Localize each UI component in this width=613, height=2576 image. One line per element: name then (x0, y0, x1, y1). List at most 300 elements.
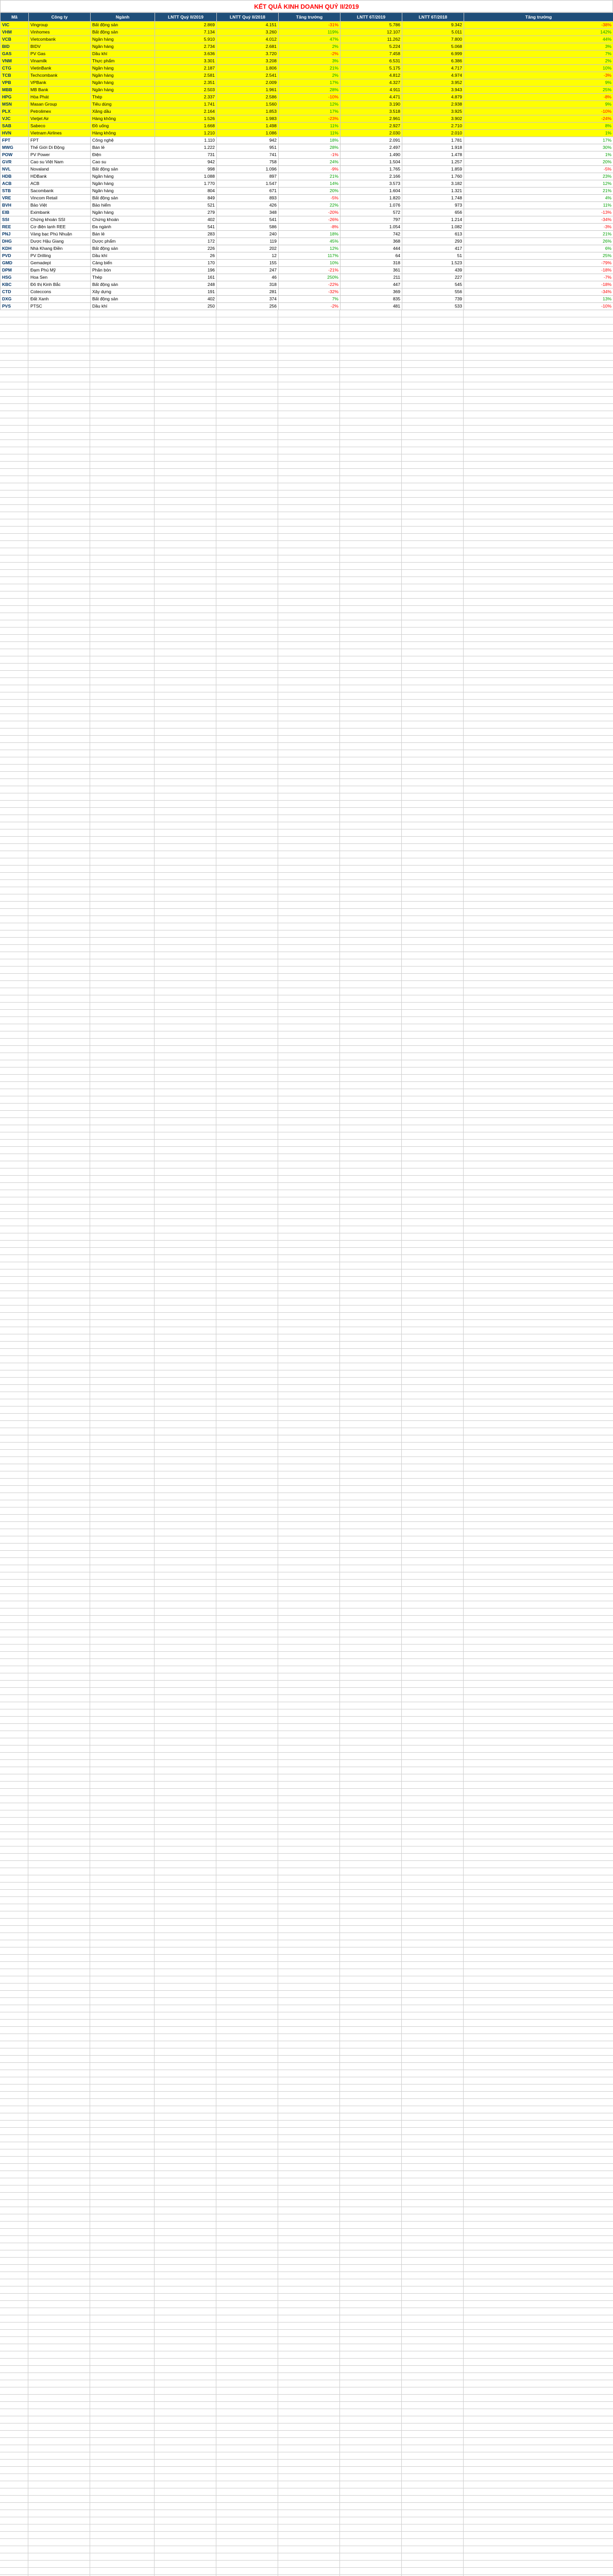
cell-company: Cơ điện lạnh REE (29, 224, 91, 231)
table-row (1, 108, 613, 115)
cell-q2-2019: 849 (155, 195, 217, 202)
cell-growth-h1: 20% (464, 159, 613, 166)
cell-sector: Tiêu dùng (91, 101, 155, 108)
cell-growth-q: 2% (279, 43, 340, 50)
table-row (1, 29, 613, 36)
cell-q2-2019: 5.910 (155, 36, 217, 43)
cell-company: FPT (29, 137, 91, 144)
cell-q2-2019: 1.088 (155, 173, 217, 180)
cell-company: Đạm Phú Mỹ (29, 267, 91, 274)
cell-code: GVR (1, 159, 29, 166)
cell-code: DPM (1, 267, 29, 274)
cell-h1-2019: 3.518 (340, 108, 402, 115)
cell-company: Vingroup (29, 22, 91, 29)
cell-growth-q: 24% (279, 159, 340, 166)
cell-growth-h1: 12% (464, 180, 613, 188)
cell-h1-2019: 1.076 (340, 202, 402, 209)
cell-company: ACB (29, 180, 91, 188)
cell-sector: Cảng biển (91, 260, 155, 267)
cell-growth-h1: 30% (464, 144, 613, 151)
cell-growth-h1: 44% (464, 36, 613, 43)
cell-sector: Cao su (91, 159, 155, 166)
cell-h1-2019: 7.458 (340, 50, 402, 58)
cell-sector: Hàng không (91, 115, 155, 123)
cell-q2-2018: 256 (217, 303, 279, 310)
cell-sector: Bảo hiểm (91, 202, 155, 209)
cell-company: Coteccons (29, 289, 91, 296)
cell-growth-q: 21% (279, 65, 340, 72)
cell-q2-2018: 951 (217, 144, 279, 151)
cell-sector: Dầu khí (91, 252, 155, 260)
cell-company: Vincom Retail (29, 195, 91, 202)
cell-code: VRE (1, 195, 29, 202)
cell-q2-2019: 196 (155, 267, 217, 274)
cell-h1-2019: 1.054 (340, 224, 402, 231)
cell-sector: Ngân hàng (91, 180, 155, 188)
cell-q2-2018: 426 (217, 202, 279, 209)
cell-sector: Thép (91, 94, 155, 101)
cell-h1-2019: 64 (340, 252, 402, 260)
cell-growth-h1: -24% (464, 115, 613, 123)
cell-q2-2019: 2.187 (155, 65, 217, 72)
cell-sector: Ngân hàng (91, 87, 155, 94)
table-row (1, 188, 613, 195)
cell-h1-2019: 211 (340, 274, 402, 281)
cell-code: KDH (1, 245, 29, 252)
cell-h1-2019: 4.812 (340, 72, 402, 79)
cell-q2-2018: 1.983 (217, 115, 279, 123)
table-row (1, 79, 613, 87)
cell-sector: Bất động sản (91, 281, 155, 289)
cell-sector: Ngân hàng (91, 209, 155, 216)
table-row (1, 281, 613, 289)
cell-q2-2019: 402 (155, 216, 217, 224)
cell-company: Vietnam Airlines (29, 130, 91, 137)
table-row (1, 209, 613, 216)
cell-company: Vietjet Air (29, 115, 91, 123)
cell-company: Petrolimex (29, 108, 91, 115)
cell-code: VNM (1, 58, 29, 65)
cell-q2-2019: 161 (155, 274, 217, 281)
table-row (1, 94, 613, 101)
cell-h1-2019: 3.573 (340, 180, 402, 188)
cell-q2-2018: 541 (217, 216, 279, 224)
cell-h1-2019: 5.175 (340, 65, 402, 72)
cell-sector: Điện (91, 151, 155, 159)
cell-q2-2018: 1.096 (217, 166, 279, 173)
cell-q2-2018: 671 (217, 188, 279, 195)
cell-h1-2018: 1.918 (402, 144, 464, 151)
cell-growth-q: 47% (279, 36, 340, 43)
cell-h1-2018: 1.478 (402, 151, 464, 159)
cell-q2-2018: 758 (217, 159, 279, 166)
cell-growth-q: -2% (279, 303, 340, 310)
cell-q2-2019: 2.869 (155, 22, 217, 29)
cell-sector: Phân bón (91, 267, 155, 274)
table-row (1, 50, 613, 58)
cell-q2-2018: 1.806 (217, 65, 279, 72)
cell-company: Vàng bạc Phú Nhuận (29, 231, 91, 238)
col-growth-q: Tăng trưởng (279, 13, 340, 22)
cell-growth-h1: -3% (464, 72, 613, 79)
cell-q2-2018: 12 (217, 252, 279, 260)
cell-h1-2019: 2.091 (340, 137, 402, 144)
cell-code: CTD (1, 289, 29, 296)
cell-q2-2019: 942 (155, 159, 217, 166)
table-row (1, 296, 613, 303)
cell-code: HVN (1, 130, 29, 137)
cell-q2-2018: 3.260 (217, 29, 279, 36)
cell-company: Hoa Sen (29, 274, 91, 281)
cell-q2-2019: 521 (155, 202, 217, 209)
cell-growth-h1: 10% (464, 65, 613, 72)
cell-growth-q: -32% (279, 289, 340, 296)
table-row (1, 231, 613, 238)
table-row (1, 238, 613, 245)
cell-q2-2018: 1.853 (217, 108, 279, 115)
header-row (1, 13, 613, 22)
cell-q2-2018: 897 (217, 173, 279, 180)
cell-company: Gemadept (29, 260, 91, 267)
cell-growth-h1: -79% (464, 260, 613, 267)
cell-q2-2019: 1.210 (155, 130, 217, 137)
cell-q2-2019: 248 (155, 281, 217, 289)
cell-sector: Đồ uống (91, 123, 155, 130)
cell-company: PV Gas (29, 50, 91, 58)
cell-growth-q: 20% (279, 188, 340, 195)
cell-growth-h1: 11% (464, 202, 613, 209)
cell-sector: Ngân hàng (91, 43, 155, 50)
cell-q2-2019: 3.301 (155, 58, 217, 65)
cell-h1-2018: 2.710 (402, 123, 464, 130)
cell-code: VPB (1, 79, 29, 87)
cell-h1-2018: 51 (402, 252, 464, 260)
cell-growth-h1: 8% (464, 123, 613, 130)
report-title: KẾT QUẢ KINH DOANH QUÝ II/2019 (0, 0, 613, 12)
cell-q2-2018: 2.681 (217, 43, 279, 50)
cell-h1-2018: 1.523 (402, 260, 464, 267)
cell-sector: Ngân hàng (91, 72, 155, 79)
cell-company: MB Bank (29, 87, 91, 94)
cell-h1-2018: 439 (402, 267, 464, 274)
cell-growth-q: 250% (279, 274, 340, 281)
table-row (1, 151, 613, 159)
cell-h1-2019: 369 (340, 289, 402, 296)
cell-growth-h1: 21% (464, 188, 613, 195)
table-row (1, 137, 613, 144)
cell-h1-2019: 572 (340, 209, 402, 216)
col-code: Mã (1, 13, 29, 22)
cell-q2-2019: 226 (155, 245, 217, 252)
cell-growth-q: 28% (279, 87, 340, 94)
cell-q2-2019: 3.636 (155, 50, 217, 58)
cell-sector: Bất động sản (91, 22, 155, 29)
cell-code: VJC (1, 115, 29, 123)
cell-growth-h1: -8% (464, 94, 613, 101)
cell-h1-2019: 2.961 (340, 115, 402, 123)
cell-code: MBB (1, 87, 29, 94)
cell-code: PVD (1, 252, 29, 260)
cell-h1-2019: 1.604 (340, 188, 402, 195)
cell-growth-q: 28% (279, 144, 340, 151)
col-h1-2019: LNTT 6T/2019 (340, 13, 402, 22)
cell-q2-2019: 172 (155, 238, 217, 245)
cell-h1-2018: 656 (402, 209, 464, 216)
cell-code: ACB (1, 180, 29, 188)
cell-h1-2018: 1.321 (402, 188, 464, 195)
cell-growth-q: -20% (279, 209, 340, 216)
cell-q2-2019: 1.110 (155, 137, 217, 144)
results-table (0, 12, 613, 310)
cell-h1-2018: 3.902 (402, 115, 464, 123)
cell-h1-2018: 3.925 (402, 108, 464, 115)
table-row (1, 123, 613, 130)
table-row (1, 274, 613, 281)
cell-h1-2018: 1.257 (402, 159, 464, 166)
cell-q2-2018: 1.961 (217, 87, 279, 94)
table-row (1, 260, 613, 267)
cell-growth-h1: 25% (464, 87, 613, 94)
cell-h1-2019: 6.531 (340, 58, 402, 65)
cell-h1-2018: 545 (402, 281, 464, 289)
cell-sector: Chứng khoán (91, 216, 155, 224)
cell-sector: Xăng dầu (91, 108, 155, 115)
cell-q2-2018: 893 (217, 195, 279, 202)
cell-sector: Thực phẩm (91, 58, 155, 65)
cell-company: Masan Group (29, 101, 91, 108)
cell-h1-2018: 2.010 (402, 130, 464, 137)
cell-growth-h1: -3% (464, 224, 613, 231)
cell-code: CTG (1, 65, 29, 72)
cell-sector: Dầu khí (91, 50, 155, 58)
cell-sector: Bán lẻ (91, 144, 155, 151)
cell-h1-2019: 11.262 (340, 36, 402, 43)
cell-h1-2018: 556 (402, 289, 464, 296)
cell-q2-2018: 2.009 (217, 79, 279, 87)
cell-company: VietinBank (29, 65, 91, 72)
cell-h1-2019: 481 (340, 303, 402, 310)
cell-company: BIDV (29, 43, 91, 50)
cell-h1-2019: 797 (340, 216, 402, 224)
cell-code: GMD (1, 260, 29, 267)
cell-growth-h1: 9% (464, 79, 613, 87)
table-row (1, 130, 613, 137)
cell-q2-2018: 2.541 (217, 72, 279, 79)
cell-growth-q: 11% (279, 130, 340, 137)
cell-sector: Bất động sản (91, 296, 155, 303)
table-row (1, 22, 613, 29)
cell-q2-2018: 1.086 (217, 130, 279, 137)
cell-q2-2019: 283 (155, 231, 217, 238)
cell-growth-q: -21% (279, 267, 340, 274)
table-row (1, 173, 613, 180)
cell-company: Nhà Khang Điền (29, 245, 91, 252)
cell-code: VHM (1, 29, 29, 36)
cell-h1-2018: 6.999 (402, 50, 464, 58)
cell-h1-2019: 2.497 (340, 144, 402, 151)
cell-h1-2019: 742 (340, 231, 402, 238)
table-continuation (0, 310, 613, 2576)
cell-h1-2019: 12.107 (340, 29, 402, 36)
table-row (1, 195, 613, 202)
table-row (1, 159, 613, 166)
cell-growth-q: -9% (279, 166, 340, 173)
cell-h1-2019: 4.327 (340, 79, 402, 87)
cell-q2-2019: 2.503 (155, 87, 217, 94)
cell-q2-2018: 1.547 (217, 180, 279, 188)
col-company: Công ty (29, 13, 91, 22)
col-growth-h1: Tăng trưởng (464, 13, 613, 22)
cell-code: HSG (1, 274, 29, 281)
cell-sector: Ngân hàng (91, 36, 155, 43)
cell-q2-2019: 1.741 (155, 101, 217, 108)
cell-q2-2018: 1.498 (217, 123, 279, 130)
cell-code: KBC (1, 281, 29, 289)
cell-growth-q: -23% (279, 115, 340, 123)
cell-h1-2018: 3.952 (402, 79, 464, 87)
cell-company: Dược Hậu Giang (29, 238, 91, 245)
cell-sector: Bất động sản (91, 29, 155, 36)
cell-sector: Bất động sản (91, 245, 155, 252)
cell-h1-2019: 3.190 (340, 101, 402, 108)
table-row (1, 144, 613, 151)
cell-sector: Hàng không (91, 130, 155, 137)
cell-growth-q: -31% (279, 22, 340, 29)
cell-growth-q: 12% (279, 101, 340, 108)
cell-h1-2018: 9.342 (402, 22, 464, 29)
cell-growth-q: 18% (279, 137, 340, 144)
cell-h1-2018: 1.859 (402, 166, 464, 173)
cell-q2-2019: 998 (155, 166, 217, 173)
cell-h1-2019: 318 (340, 260, 402, 267)
cell-growth-q: 119% (279, 29, 340, 36)
cell-code: BID (1, 43, 29, 50)
cell-company: Cao su Việt Nam (29, 159, 91, 166)
cell-h1-2019: 5.224 (340, 43, 402, 50)
cell-q2-2019: 250 (155, 303, 217, 310)
cell-code: SSI (1, 216, 29, 224)
table-row (1, 252, 613, 260)
table-row (1, 72, 613, 79)
cell-q2-2018: 586 (217, 224, 279, 231)
cell-growth-q: 12% (279, 245, 340, 252)
cell-q2-2018: 247 (217, 267, 279, 274)
cell-company: VPBank (29, 79, 91, 87)
cell-growth-h1: 1% (464, 130, 613, 137)
cell-q2-2018: 281 (217, 289, 279, 296)
cell-growth-q: -2% (279, 50, 340, 58)
cell-growth-q: -8% (279, 224, 340, 231)
cell-sector: Thép (91, 274, 155, 281)
cell-h1-2018: 227 (402, 274, 464, 281)
cell-code: POW (1, 151, 29, 159)
table-row (1, 115, 613, 123)
cell-h1-2018: 5.011 (402, 29, 464, 36)
cell-h1-2018: 4.717 (402, 65, 464, 72)
cell-h1-2018: 739 (402, 296, 464, 303)
cell-growth-q: 11% (279, 123, 340, 130)
cell-code: TCB (1, 72, 29, 79)
cell-growth-q: -26% (279, 216, 340, 224)
cell-growth-q: 117% (279, 252, 340, 260)
table-row (1, 202, 613, 209)
cell-h1-2018: 4.879 (402, 94, 464, 101)
cell-code: FPT (1, 137, 29, 144)
cell-growth-h1: -38% (464, 22, 613, 29)
cell-company: Vinamilk (29, 58, 91, 65)
cell-company: Sacombank (29, 188, 91, 195)
cell-q2-2018: 374 (217, 296, 279, 303)
cell-growth-h1: -13% (464, 209, 613, 216)
cell-company: PV Power (29, 151, 91, 159)
cell-growth-q: -22% (279, 281, 340, 289)
cell-company: Bảo Việt (29, 202, 91, 209)
cell-sector: Ngân hàng (91, 79, 155, 87)
table-row (1, 267, 613, 274)
cell-growth-h1: 1% (464, 151, 613, 159)
cell-h1-2018: 5.068 (402, 43, 464, 50)
cell-growth-h1: -10% (464, 303, 613, 310)
cell-growth-h1: 7% (464, 50, 613, 58)
cell-growth-q: -1% (279, 151, 340, 159)
cell-q2-2019: 170 (155, 260, 217, 267)
table-row (1, 216, 613, 224)
cell-code: PNJ (1, 231, 29, 238)
cell-growth-h1: 6% (464, 245, 613, 252)
cell-growth-q: 2% (279, 72, 340, 79)
cell-company: Thế Giới Di Động (29, 144, 91, 151)
cell-h1-2018: 533 (402, 303, 464, 310)
cell-growth-q: 45% (279, 238, 340, 245)
cell-growth-q: 17% (279, 108, 340, 115)
cell-h1-2018: 4.974 (402, 72, 464, 79)
cell-growth-h1: -18% (464, 267, 613, 274)
cell-q2-2019: 1.222 (155, 144, 217, 151)
cell-q2-2018: 3.720 (217, 50, 279, 58)
cell-code: VCB (1, 36, 29, 43)
cell-h1-2018: 1.781 (402, 137, 464, 144)
col-q2-2019: LNTT Quý II/2019 (155, 13, 217, 22)
cell-h1-2018: 6.386 (402, 58, 464, 65)
cell-q2-2018: 318 (217, 281, 279, 289)
cell-h1-2018: 7.800 (402, 36, 464, 43)
cell-code: BVH (1, 202, 29, 209)
cell-company: Eximbank (29, 209, 91, 216)
cell-growth-q: 7% (279, 296, 340, 303)
cell-q2-2019: 1.770 (155, 180, 217, 188)
cell-q2-2018: 741 (217, 151, 279, 159)
cell-growth-h1: 13% (464, 296, 613, 303)
cell-sector: Bất động sản (91, 166, 155, 173)
cell-growth-q: -5% (279, 195, 340, 202)
cell-code: DHG (1, 238, 29, 245)
cell-q2-2019: 1.526 (155, 115, 217, 123)
cell-sector: Xây dựng (91, 289, 155, 296)
cell-h1-2019: 835 (340, 296, 402, 303)
cell-code: EIB (1, 209, 29, 216)
cell-h1-2018: 1.082 (402, 224, 464, 231)
cell-h1-2019: 2.030 (340, 130, 402, 137)
cell-growth-q: 14% (279, 180, 340, 188)
cell-growth-h1: 2% (464, 58, 613, 65)
cell-q2-2018: 2.586 (217, 94, 279, 101)
cell-q2-2018: 202 (217, 245, 279, 252)
cell-h1-2018: 2.938 (402, 101, 464, 108)
cell-sector: Ngân hàng (91, 65, 155, 72)
cell-q2-2019: 26 (155, 252, 217, 260)
table-row (1, 224, 613, 231)
cell-company: Chứng khoán SSI (29, 216, 91, 224)
